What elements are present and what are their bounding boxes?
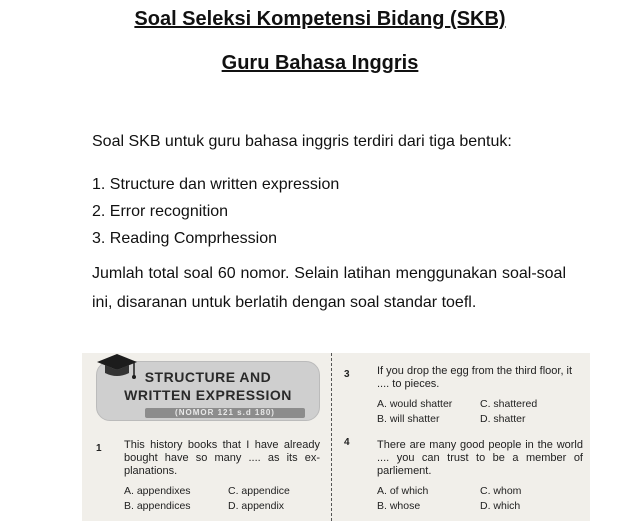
answer-option: C. shattered [480,398,538,410]
banner-title-line-2: WRITTEN EXPRESSION [124,387,292,403]
question-line: If you drop the egg from the third floor, it [377,365,573,377]
question-line: parliement. [377,465,432,477]
banner-number-range: (NOMOR 121 s.d 180) [145,408,305,418]
answer-option: A. of which [377,485,429,497]
intro-text: Soal SKB untuk guru bahasa inggris terdiri dari tiga bentuk: [92,133,512,150]
list-item: 1. Structure dan written expression [92,176,340,193]
answer-option: A. appendixes [124,485,191,497]
list-item: 2. Error recognition [92,203,229,220]
section-banner [96,361,320,421]
question-number: 4 [344,437,350,448]
document-title: Soal Seleksi Kompetensi Bidang (SKB) [134,8,506,30]
list-item: 3. Reading Comprhession [92,230,277,247]
question-text [124,439,320,478]
question-line: .... to pieces. [377,378,440,390]
question-line: bought have so many .... as its ex- [124,452,320,464]
question-number: 1 [96,443,102,454]
answer-option: C. appendice [228,485,290,497]
question-line: There are many good people in the world [377,439,583,451]
question-types-list [92,171,339,252]
answer-option: D. which [480,500,521,512]
answer-option: D. appendix [228,500,285,512]
banner-title-line-1: STRUCTURE AND [144,369,272,385]
question-line: planations. [124,465,178,477]
answer-option: B. whose [377,500,421,512]
document-subtitle: Guru Bahasa Inggris [221,52,419,74]
answer-option: B. appendices [124,500,191,512]
answer-option: D. shatter [480,413,526,425]
answer-option: A. would shatter [377,398,453,410]
question-text [377,439,583,478]
answer-option: C. whom [480,485,522,497]
question-line: .... you can trust to be a member of [377,452,583,464]
question-number: 3 [344,369,350,380]
info-paragraph: Jumlah total soal 60 nomor. Selain latihan menggunakan soal-soal ini, disaranan untuk berlatih dengan soal standar toefl. [92,265,566,311]
scanned-workbook-page [82,353,590,521]
column-divider [331,353,332,521]
question-text [377,365,583,391]
question-line: This history books that I have already [124,439,320,451]
answer-option: B. will shatter [377,413,440,425]
